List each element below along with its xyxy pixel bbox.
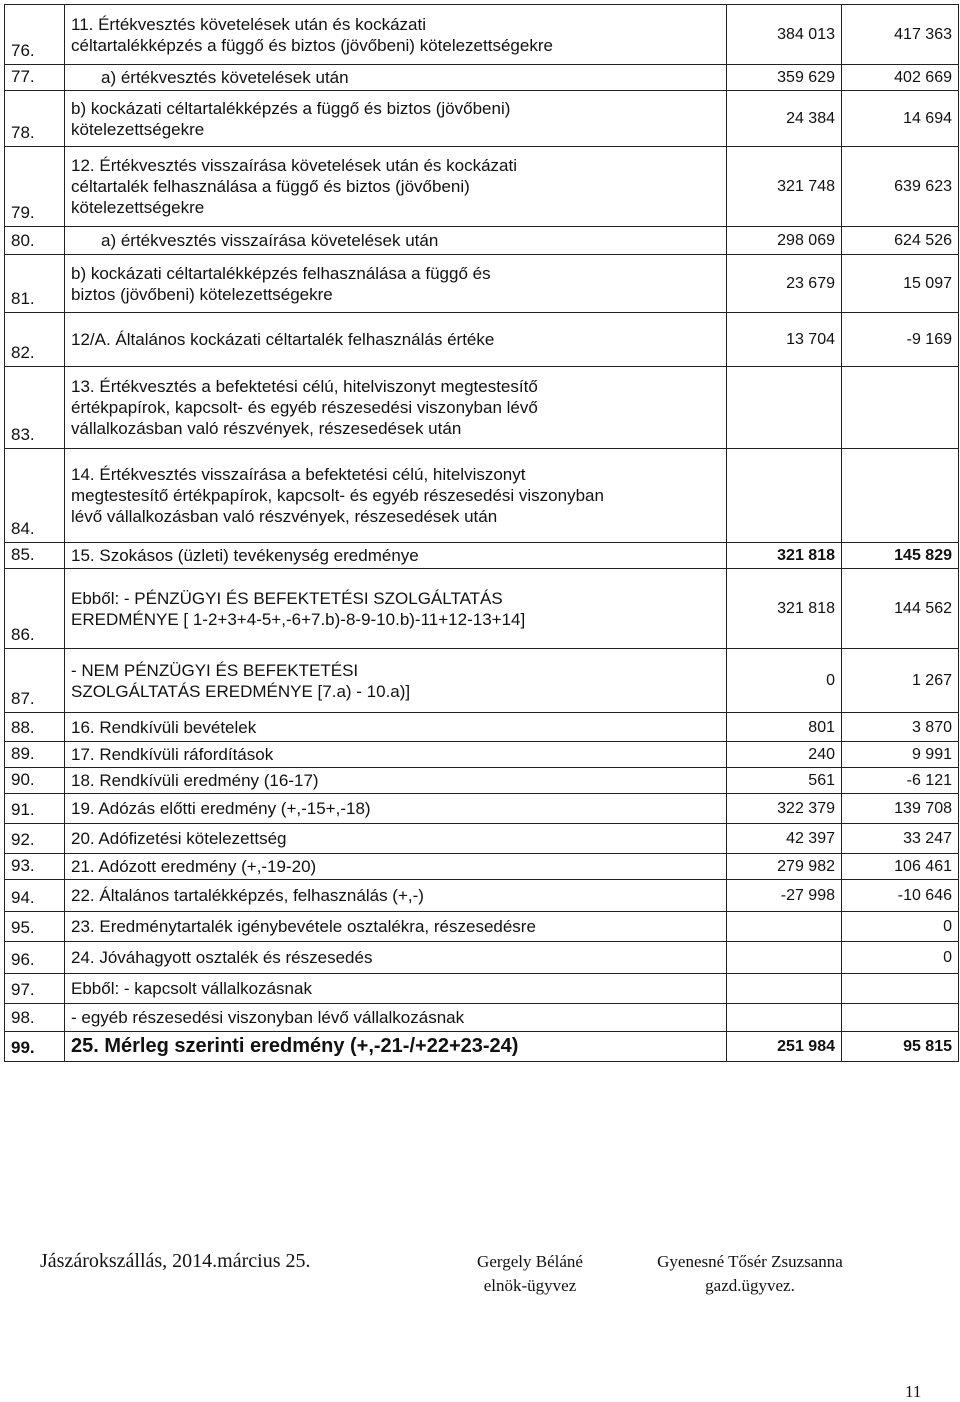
row-label: Ebből: - kapcsolt vállalkozásnak [65, 974, 727, 1004]
value-previous-year: -27 998 [727, 880, 842, 912]
signer-title: gazd.ügyvez. [705, 1276, 795, 1295]
table-row [5, 912, 959, 942]
row-label: 20. Adófizetési kötelezettség [65, 824, 727, 854]
table-row [5, 65, 959, 91]
row-label: 14. Értékvesztés visszaírása a befektetési célú, hitelviszonyt megtestesítő értékpapírok, kapcsolt- és egyéb részesedési viszonyban lévő vállalkozásban való részvények, részesedések után [65, 449, 727, 543]
row-number: 83. [5, 367, 65, 449]
row-number: 80. [5, 227, 65, 255]
page-number: 11 [905, 1382, 922, 1401]
value-current-year: 402 669 [842, 65, 959, 91]
value-previous-year [727, 1004, 842, 1032]
row-number: 82. [5, 313, 65, 367]
value-current-year: 33 247 [842, 824, 959, 854]
value-previous-year: 23 679 [727, 255, 842, 313]
signer-name: Gergely Béláné [477, 1252, 583, 1271]
value-current-year: 139 708 [842, 794, 959, 824]
table-row [5, 742, 959, 768]
value-current-year: -10 646 [842, 880, 959, 912]
row-label: 19. Adózás előtti eredmény (+,-15+,-18) [65, 794, 727, 824]
table-row [5, 367, 959, 449]
value-current-year: 3 870 [842, 713, 959, 742]
table-row [5, 543, 959, 569]
row-number: 91. [5, 794, 65, 824]
income-statement-table [4, 4, 959, 1062]
row-number: 96. [5, 942, 65, 974]
value-previous-year: 321 748 [727, 147, 842, 227]
value-previous-year [727, 449, 842, 543]
signature-block-finance [635, 1250, 865, 1298]
row-label: 22. Általános tartalékképzés, felhasználás (+,-) [65, 880, 727, 912]
row-label: 17. Rendkívüli ráfordítások [65, 742, 727, 768]
value-previous-year: 322 379 [727, 794, 842, 824]
value-current-year [842, 367, 959, 449]
value-current-year: 9 991 [842, 742, 959, 768]
value-previous-year: 240 [727, 742, 842, 768]
row-label: 18. Rendkívüli eredmény (16-17) [65, 768, 727, 794]
row-number: 88. [5, 713, 65, 742]
row-number: 99. [5, 1032, 65, 1062]
row-number: 78. [5, 91, 65, 147]
value-previous-year [727, 367, 842, 449]
value-current-year: 144 562 [842, 569, 959, 649]
value-current-year: 14 694 [842, 91, 959, 147]
value-previous-year: 0 [727, 649, 842, 713]
row-label: 24. Jóváhagyott osztalék és részesedés [65, 942, 727, 974]
value-previous-year: 359 629 [727, 65, 842, 91]
row-number: 79. [5, 147, 65, 227]
row-label: - NEM PÉNZÜGYI ÉS BEFEKTETÉSI SZOLGÁLTATÁS EREDMÉNYE [7.a) - 10.a)] [65, 649, 727, 713]
row-number: 92. [5, 824, 65, 854]
row-number: 98. [5, 1004, 65, 1032]
row-label: 13. Értékvesztés a befektetési célú, hitelviszonyt megtestesítő értékpapírok, kapcsolt- és egyéb részesedési viszonyban lévő vállalkozásban való részvények, részesedések után [65, 367, 727, 449]
value-current-year [842, 1004, 959, 1032]
table-row [5, 649, 959, 713]
table-row [5, 942, 959, 974]
value-previous-year [727, 912, 842, 942]
row-number: 94. [5, 880, 65, 912]
table-row [5, 313, 959, 367]
row-label: - egyéb részesedési viszonyban lévő vállalkozásnak [65, 1004, 727, 1032]
signer-name: Gyenesné Tősér Zsuzsanna [657, 1252, 843, 1271]
table-row [5, 255, 959, 313]
value-current-year: 145 829 [842, 543, 959, 569]
row-label: 15. Szokásos (üzleti) tevékenység eredménye [65, 543, 727, 569]
value-current-year: -9 169 [842, 313, 959, 367]
table-row [5, 713, 959, 742]
row-label: 23. Eredménytartalék igénybevétele osztalékra, részesedésre [65, 912, 727, 942]
row-number: 87. [5, 649, 65, 713]
table-row [5, 1032, 959, 1062]
row-label: 11. Értékvesztés követelések után és kockázati céltartalékképzés a függő és biztos (jövőbeni) kötelezettségekre [65, 5, 727, 65]
row-label: b) kockázati céltartalékképzés felhasználása a függő és biztos (jövőbeni) kötelezettségekre [65, 255, 727, 313]
row-label: 12/A. Általános kockázati céltartalék felhasználás értéke [65, 313, 727, 367]
value-previous-year: 298 069 [727, 227, 842, 255]
row-label: 12. Értékvesztés visszaírása követelések után és kockázati céltartalék felhasználása a függő és biztos (jövőbeni) kötelezettségekre [65, 147, 727, 227]
table-row [5, 5, 959, 65]
row-label: a) értékvesztés követelések után [65, 65, 727, 91]
value-previous-year [727, 974, 842, 1004]
value-current-year: 639 623 [842, 147, 959, 227]
value-previous-year: 384 013 [727, 5, 842, 65]
value-previous-year: 251 984 [727, 1032, 842, 1062]
row-number: 85. [5, 543, 65, 569]
table-row [5, 1004, 959, 1032]
value-previous-year: 279 982 [727, 854, 842, 880]
table-row [5, 824, 959, 854]
row-number: 77. [5, 65, 65, 91]
table-row [5, 91, 959, 147]
value-previous-year: 24 384 [727, 91, 842, 147]
place-date: Jászárokszállás, 2014.március 25. [40, 1250, 311, 1272]
value-previous-year [727, 942, 842, 974]
row-number: 95. [5, 912, 65, 942]
value-current-year: 624 526 [842, 227, 959, 255]
table-row [5, 768, 959, 794]
table-row [5, 794, 959, 824]
table-body [5, 5, 959, 1062]
row-number: 84. [5, 449, 65, 543]
row-number: 90. [5, 768, 65, 794]
row-number: 76. [5, 5, 65, 65]
row-label: 21. Adózott eredmény (+,-19-20) [65, 854, 727, 880]
value-current-year: 1 267 [842, 649, 959, 713]
value-previous-year: 13 704 [727, 313, 842, 367]
value-previous-year: 561 [727, 768, 842, 794]
value-current-year [842, 974, 959, 1004]
value-previous-year: 801 [727, 713, 842, 742]
table-row [5, 449, 959, 543]
row-number: 97. [5, 974, 65, 1004]
value-current-year: 106 461 [842, 854, 959, 880]
value-current-year: -6 121 [842, 768, 959, 794]
signature-block-chairman [455, 1250, 605, 1298]
value-current-year [842, 449, 959, 543]
row-number: 81. [5, 255, 65, 313]
row-label: b) kockázati céltartalékképzés a függő és biztos (jövőbeni) kötelezettségekre [65, 91, 727, 147]
table-row [5, 569, 959, 649]
value-previous-year: 42 397 [727, 824, 842, 854]
row-label: 25. Mérleg szerinti eredmény (+,-21-/+22+23-24) [65, 1032, 727, 1062]
table-row [5, 147, 959, 227]
value-current-year: 0 [842, 912, 959, 942]
row-number: 89. [5, 742, 65, 768]
row-number: 93. [5, 854, 65, 880]
value-previous-year: 321 818 [727, 569, 842, 649]
signer-title: elnök-ügyvez [483, 1276, 577, 1295]
row-label: 16. Rendkívüli bevételek [65, 713, 727, 742]
value-current-year: 95 815 [842, 1032, 959, 1062]
row-label: a) értékvesztés visszaírása követelések után [65, 227, 727, 255]
table-row [5, 854, 959, 880]
row-label: Ebből: - PÉNZÜGYI ÉS BEFEKTETÉSI SZOLGÁLTATÁS EREDMÉNYE [ 1-2+3+4-5+,-6+7.b)-8-9-10.b)-11+12-13+14] [65, 569, 727, 649]
table-row [5, 880, 959, 912]
value-current-year: 0 [842, 942, 959, 974]
row-number: 86. [5, 569, 65, 649]
value-current-year: 15 097 [842, 255, 959, 313]
value-previous-year: 321 818 [727, 543, 842, 569]
value-current-year: 417 363 [842, 5, 959, 65]
table-row [5, 974, 959, 1004]
table-row [5, 227, 959, 255]
